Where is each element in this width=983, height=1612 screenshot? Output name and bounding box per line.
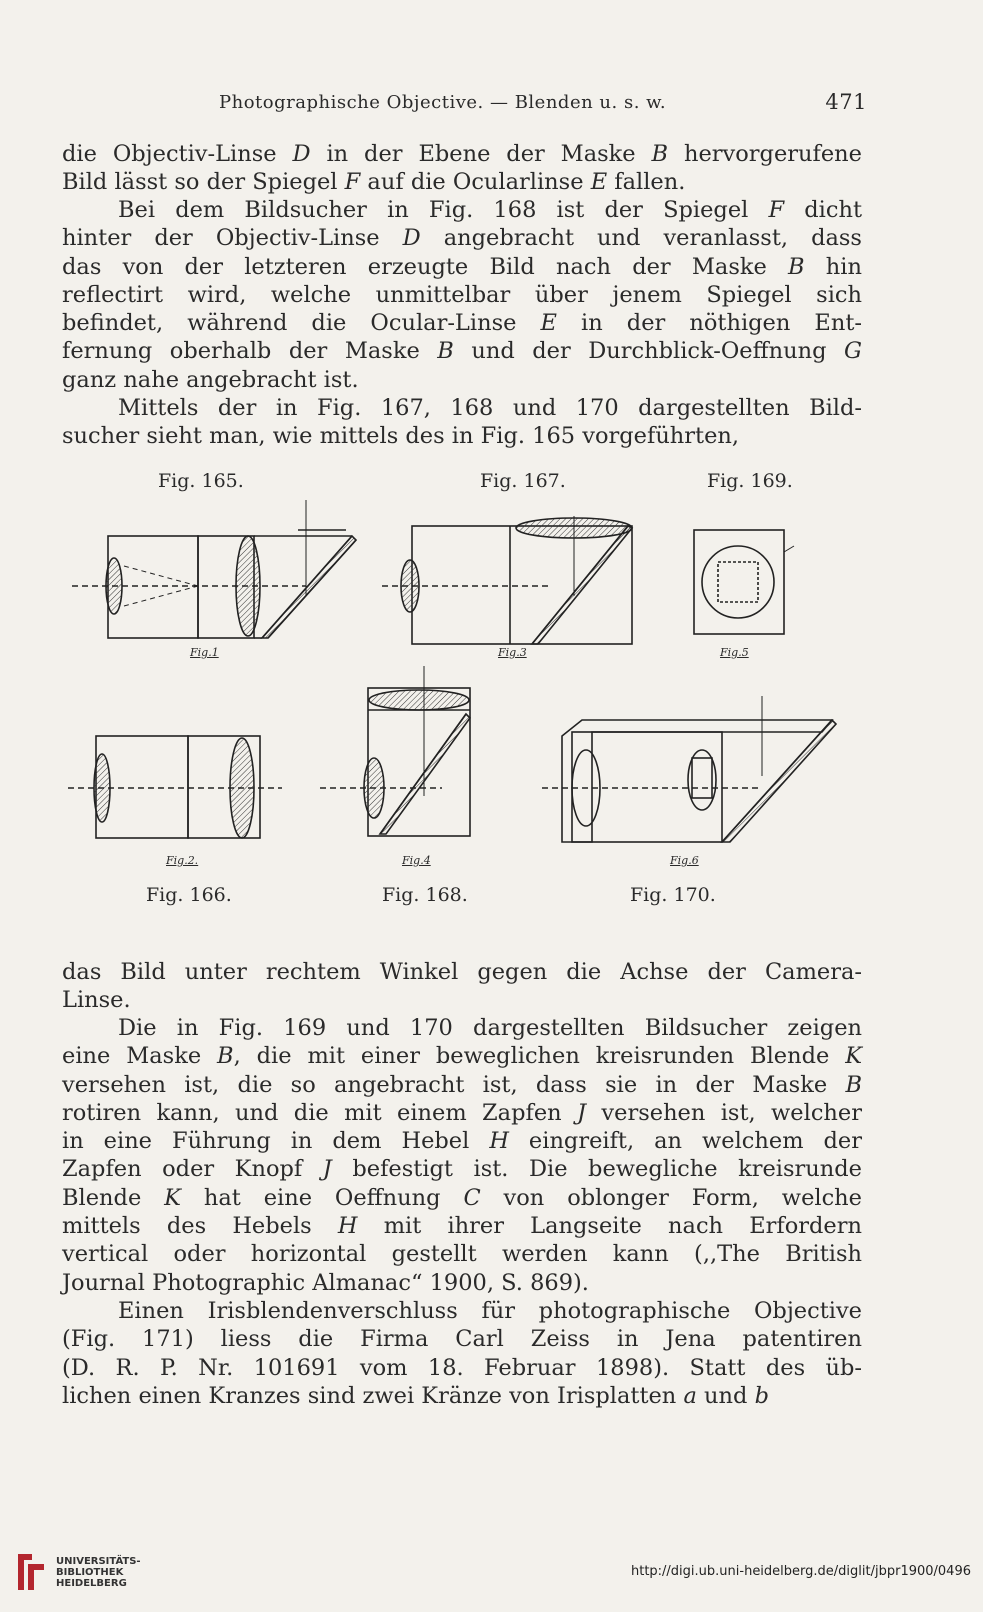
text-run: angebracht und veranlasst, dass (420, 225, 862, 252)
text-run: vertical oder horizontal gestellt werden kann (,,The British (62, 1241, 862, 1268)
text-line (62, 1042, 862, 1070)
paragraph-1 (62, 140, 862, 197)
italic-letter: B (437, 338, 454, 365)
paragraph-5 (62, 1014, 862, 1297)
text-run: ganz nahe angebracht ist. (62, 366, 359, 393)
figure-caption-170: Fig. 170. (630, 884, 716, 906)
sketch-label-3: Fig.3 (498, 646, 527, 659)
text-line (62, 1127, 862, 1155)
figure-caption-168: Fig. 168. (382, 884, 468, 906)
diagram-fig-166 (68, 736, 282, 838)
diagram-fig-170 (542, 696, 836, 842)
italic-letter: E (540, 310, 557, 337)
text-run: eine Maske (62, 1043, 218, 1070)
text-run: reflectirt wird, welche unmittelbar über jenem Spiegel sich (62, 281, 862, 308)
text-line (62, 1269, 862, 1297)
italic-letter: B (788, 253, 805, 280)
text-run: versehen ist, die so angebracht ist, dass sie in der Maske (62, 1071, 846, 1098)
page-footer (0, 1512, 983, 1612)
paragraph-2 (62, 196, 862, 394)
sketch-label-6: Fig.6 (670, 854, 699, 867)
text-run: von oblonger Form, welche (480, 1184, 862, 1211)
paragraph-4 (62, 958, 862, 1015)
text-run: sucher sieht man, wie mittels des in Fig. 165 vorgeführten, (62, 423, 740, 450)
text-line (62, 168, 862, 196)
italic-letter: D (292, 141, 311, 167)
library-logo-icon (14, 1550, 48, 1594)
figure-caption-169: Fig. 169. (707, 470, 793, 492)
italic-letter: F (344, 169, 361, 196)
text-run: hin (804, 253, 862, 280)
text-run: mittels des Hebels (62, 1213, 338, 1240)
text-line (62, 1099, 862, 1127)
sketch-label-2: Fig.2. (166, 854, 199, 867)
text-run: Bei dem Bildsucher in Fig. 168 ist der Spiegel (118, 197, 769, 223)
text-run: und (696, 1382, 755, 1409)
text-run: in der nöthigen Ent- (556, 310, 862, 337)
source-url-link[interactable]: http://digi.ub.uni-heidelberg.de/diglit/jbpr1900/0496 (630, 1564, 971, 1579)
italic-letter: H (337, 1213, 358, 1240)
figure-caption-166: Fig. 166. (146, 884, 232, 906)
text-run: lichen einen Kranzes sind zwei Kränze von Irisplatten (62, 1382, 684, 1409)
text-run: hinter der Objectiv-Linse (62, 225, 403, 252)
text-run: Linse. (62, 987, 131, 1014)
text-run: die Objectiv-Linse (62, 141, 293, 167)
diagram-fig-165 (72, 500, 356, 638)
text-run: mit ihrer Langseite nach Erfordern (357, 1213, 862, 1240)
text-run: auf die Ocularlinse (360, 169, 591, 196)
text-run: das Bild unter rechtem Winkel gegen die Achse der Camera- (62, 959, 862, 985)
diagram-fig-168 (320, 666, 470, 836)
text-run: befindet, während die Ocular-Linse (62, 310, 541, 337)
text-run: Zapfen oder Knopf (62, 1156, 323, 1183)
text-line (62, 1325, 862, 1353)
italic-letter: D (402, 225, 421, 252)
text-run: dicht (784, 197, 862, 223)
paragraph-3 (62, 394, 862, 451)
text-run: Bild lässt so der Spiegel (62, 169, 345, 196)
text-line (62, 337, 862, 365)
text-run: versehen ist, welcher (586, 1099, 862, 1126)
text-run: in der Ebene der Maske (310, 141, 652, 167)
italic-letter: J (322, 1156, 332, 1183)
italic-letter: K (845, 1043, 862, 1070)
text-line (62, 1240, 862, 1268)
italic-letter: H (489, 1128, 509, 1155)
text-run: Journal Photographic Almanac“ 1900, S. 869). (62, 1269, 589, 1296)
text-run: in eine Führung in dem Hebel (62, 1128, 490, 1155)
text-line (62, 1071, 862, 1099)
diagram-fig-167 (382, 516, 632, 644)
sketch-label-1: Fig.1 (190, 646, 219, 659)
text-run: hat eine Oeffnung (180, 1184, 464, 1211)
italic-letter: a (683, 1382, 697, 1409)
diagram-fig-169 (694, 530, 794, 634)
text-line (62, 366, 862, 394)
text-line (62, 281, 862, 309)
text-line (62, 986, 862, 1014)
text-run: Mittels der in Fig. 167, 168 und 170 dargestellten Bild- (118, 395, 862, 421)
text-run: rotiren kann, und die mit einem Zapfen (62, 1099, 578, 1126)
italic-letter: G (844, 338, 862, 365)
text-run: (Fig. 171) liess die Firma Carl Zeiss in Jena patentiren (62, 1326, 862, 1353)
figure-plate (62, 470, 882, 940)
library-line-1: UNIVERSITÄTS- (56, 1556, 141, 1567)
italic-letter: B (651, 141, 669, 167)
text-run: fernung oberhalb der Maske (62, 338, 438, 365)
text-run: befestigt ist. Die bewegliche kreisrunde (331, 1156, 862, 1183)
text-run: Einen Irisblendenverschluss für photographische Objective (118, 1298, 862, 1324)
text-line (62, 422, 862, 450)
italic-letter: C (463, 1184, 481, 1211)
text-line (62, 1354, 862, 1382)
text-run: (D. R. P. Nr. 101691 vom 18. Februar 1898). Statt des üb- (62, 1354, 862, 1381)
text-line (62, 1297, 862, 1325)
italic-letter: J (577, 1099, 587, 1126)
text-line (62, 196, 862, 224)
sketch-label-5: Fig.5 (720, 646, 749, 659)
text-run: eingreift, an welchem der (508, 1128, 863, 1155)
finder-diagrams (62, 496, 882, 916)
text-line (62, 394, 862, 422)
italic-letter: E (590, 169, 608, 196)
text-line (62, 1212, 862, 1240)
figure-caption-167: Fig. 167. (480, 470, 566, 492)
text-line (62, 140, 862, 168)
page-number: 471 (825, 90, 867, 114)
text-line (62, 309, 862, 337)
running-title: Photographische Objective. — Blenden u. s. w. (219, 92, 667, 113)
italic-letter: K (164, 1184, 181, 1211)
paragraph-6 (62, 1297, 862, 1410)
text-line (62, 1014, 862, 1042)
text-line (62, 1155, 862, 1183)
library-line-3: HEIDELBERG (56, 1578, 127, 1589)
text-run: hervorgerufene (668, 141, 862, 167)
italic-letter: B (217, 1043, 234, 1070)
text-line (62, 253, 862, 281)
text-line (62, 1184, 862, 1212)
text-line (62, 1382, 862, 1410)
text-run: Die in Fig. 169 und 170 dargestellten Bildsucher zeigen (118, 1015, 862, 1041)
text-run: , die mit einer beweglichen kreisrunden Blende (233, 1043, 846, 1070)
text-line (62, 224, 862, 252)
library-line-2: BIBLIOTHEK (56, 1567, 124, 1578)
text-run: fallen. (607, 169, 686, 196)
text-line (62, 958, 862, 986)
italic-letter: b (754, 1382, 769, 1409)
library-name (56, 1556, 141, 1589)
text-run: Blende (62, 1184, 165, 1211)
figure-caption-165: Fig. 165. (158, 470, 244, 492)
italic-letter: B (845, 1071, 862, 1098)
text-run: das von der letzteren erzeugte Bild nach der Maske (62, 253, 789, 280)
sketch-label-4: Fig.4 (402, 854, 431, 867)
text-run: und der Durchblick-Oeffnung (453, 338, 845, 365)
italic-letter: F (768, 197, 785, 223)
